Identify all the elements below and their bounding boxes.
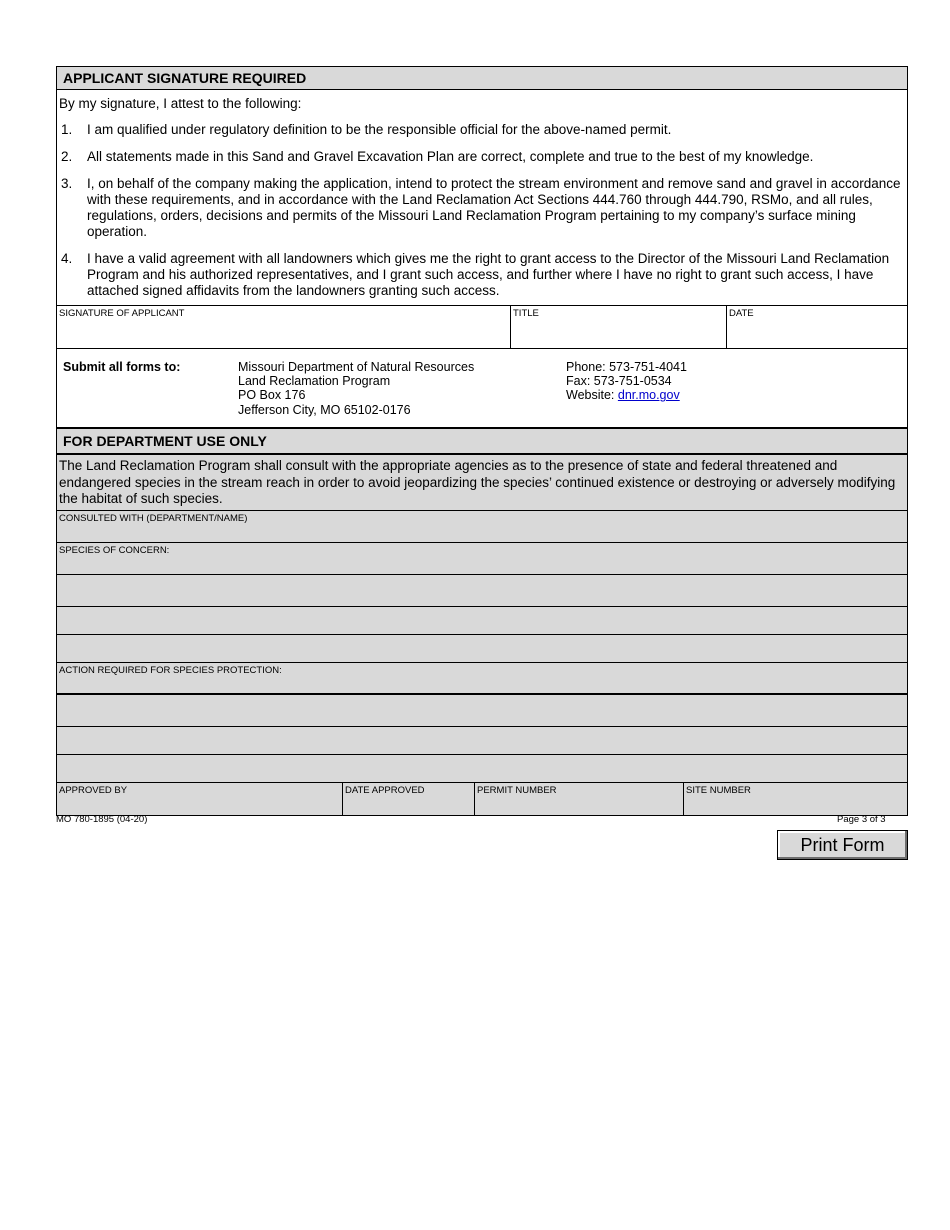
signature-of-applicant-label: SIGNATURE OF APPLICANT	[59, 308, 185, 319]
attestation-item-number: 4.	[61, 251, 73, 266]
attestation-item	[59, 251, 905, 299]
approved-by-label: APPROVED BY	[59, 784, 128, 796]
address-line: PO Box 176	[238, 388, 306, 403]
action-required-field[interactable]	[57, 663, 907, 695]
attestation-item-text: I am qualified under regulatory definition to be the responsible official for the above-named permit.	[87, 122, 672, 137]
department-note: The Land Reclamation Program shall consult with the appropriate agencies as to the presence of state and federal threatened and endangered species in the stream reach in order to avoid jeopardizing the species’ continued existence or destroying or adversely modifying the habitat of such species.	[57, 455, 907, 511]
website-prefix: Website:	[566, 388, 618, 403]
attestation-block	[57, 90, 907, 305]
address-line: Jefferson City, MO 65102-0176	[238, 402, 411, 417]
mailing-address	[238, 360, 474, 417]
attestation-item-number: 1.	[61, 122, 73, 137]
species-of-concern-field[interactable]	[57, 543, 907, 575]
website-link[interactable]: dnr.mo.gov	[617, 388, 680, 403]
signature-row	[57, 305, 907, 348]
attestation-item-text: All statements made in this Sand and Gravel Excavation Plan are correct, complete and true to the best of my knowledge.	[87, 149, 814, 164]
title-field[interactable]	[511, 306, 727, 348]
species-of-concern-line[interactable]	[57, 607, 907, 635]
department-section-heading: FOR DEPARTMENT USE ONLY	[57, 429, 907, 455]
page-number: Page 3 of 3	[837, 814, 886, 825]
permit-number-field[interactable]	[475, 783, 684, 815]
phone-number: Phone: 573-751-4041	[566, 360, 687, 374]
submit-info	[57, 348, 907, 427]
attestation-item-number: 3.	[61, 176, 73, 191]
attestation-item	[59, 176, 905, 240]
fax-number: Fax: 573-751-0534	[566, 374, 672, 389]
action-required-line[interactable]	[57, 695, 907, 727]
title-label: TITLE	[513, 308, 539, 319]
permit-number-label: PERMIT NUMBER	[477, 784, 557, 796]
species-of-concern-line[interactable]	[57, 635, 907, 663]
date-approved-label: DATE APPROVED	[345, 784, 425, 796]
form-container	[56, 66, 908, 816]
department-section	[57, 427, 907, 815]
attestation-item-text: I, on behalf of the company making the application, intend to protect the stream environment and remove sand and gravel in accordance with these requirements, and in accordance with the Land Reclamation Act Sections 444.760 through 444.790, RSMo, and all rules, regulations, orders, decisions and permits of the Missouri Land Reclamation Program pertaining to my company’s surface mining operation.	[87, 176, 901, 239]
contact-info	[566, 360, 687, 403]
site-number-label: SITE NUMBER	[686, 784, 751, 796]
date-field[interactable]	[727, 306, 907, 348]
approved-by-field[interactable]	[57, 783, 343, 815]
print-form-button[interactable]: Print Form	[777, 830, 908, 860]
action-required-line[interactable]	[57, 727, 907, 755]
site-number-field[interactable]	[684, 783, 907, 815]
species-of-concern-line[interactable]	[57, 575, 907, 607]
submit-label: Submit all forms to:	[63, 360, 181, 374]
approval-row	[57, 783, 907, 815]
species-of-concern-label: SPECIES OF CONCERN:	[59, 544, 170, 556]
attestation-item	[59, 122, 905, 138]
attestation-intro: By my signature, I attest to the following:	[59, 96, 302, 111]
applicant-section-heading: APPLICANT SIGNATURE REQUIRED	[57, 67, 907, 90]
action-required-line[interactable]	[57, 755, 907, 783]
consulted-with-field[interactable]	[57, 511, 907, 543]
consulted-with-label: CONSULTED WITH (DEPARTMENT/NAME)	[59, 512, 248, 524]
attestation-item-number: 2.	[61, 149, 73, 164]
signature-of-applicant-field[interactable]	[57, 306, 511, 348]
action-required-label: ACTION REQUIRED FOR SPECIES PROTECTION:	[59, 664, 282, 676]
attestation-item-text: I have a valid agreement with all landowners which gives me the right to grant access to the Director of the Missouri Land Reclamation Program and his authorized representatives, and I grant such access, and further where I have no right to grant such access, I have attached signed affidavits from the landowners granting such access.	[87, 251, 890, 298]
date-label: DATE	[729, 308, 754, 319]
date-approved-field[interactable]	[343, 783, 475, 815]
form-code: MO 780-1895 (04-20)	[56, 814, 148, 825]
attestation-item	[59, 149, 905, 165]
website	[566, 388, 687, 402]
address-line: Missouri Department of Natural Resources	[238, 360, 475, 374]
address-line: Land Reclamation Program	[238, 374, 391, 389]
